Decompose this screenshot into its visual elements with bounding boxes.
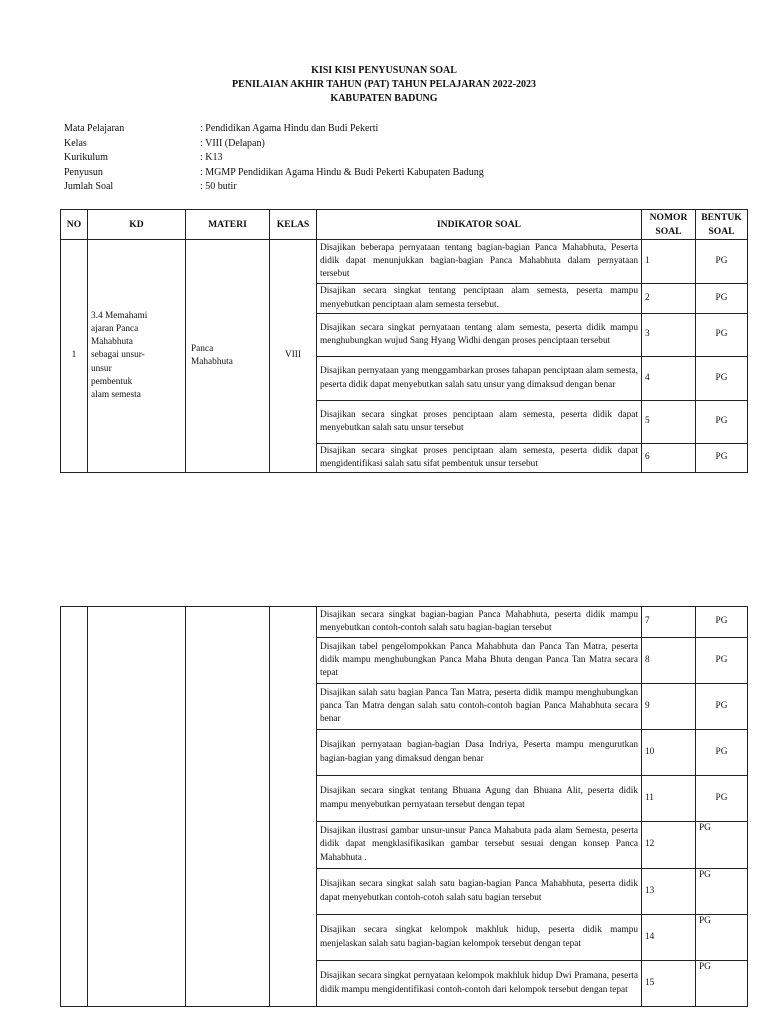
kisi-table-page-2 xyxy=(60,606,748,1007)
kd-cell-empty xyxy=(88,607,186,1007)
kd-line: Memahami xyxy=(104,310,148,321)
kd-line: alam semesta xyxy=(91,390,141,400)
indikator-cell: Disajikan salah satu bagian Panca Tan Matra, peserta didik mampu menghubungkan panca Tan Matra dengan salah satu contoh-contoh bagian Panca Mahabhuta secara benar xyxy=(317,684,642,730)
nomor-soal-cell: 11 xyxy=(642,776,696,822)
header-kelas: KELAS xyxy=(270,210,317,240)
nomor-soal-cell: 3 xyxy=(642,314,696,357)
indikator-cell: Disajikan secara singkat pernyataan tentang alam semesta, peserta didik mampu menghubungkan wujud Sang Hyang Widhi dengan proses penciptaan tersebut xyxy=(317,314,642,357)
info-row xyxy=(64,180,484,195)
row-number: 1 xyxy=(61,240,88,473)
nomor-soal-cell: 4 xyxy=(642,357,696,401)
nomor-soal-cell: 8 xyxy=(642,638,696,684)
kd-line: pembentuk xyxy=(91,376,133,387)
info-value: : VIII (Delapan) xyxy=(200,137,265,149)
bentuk-soal-cell: PG xyxy=(696,730,748,776)
header-indikator: INDIKATOR SOAL xyxy=(317,210,642,240)
header-materi: MATERI xyxy=(186,210,270,240)
document-title xyxy=(0,64,768,106)
info-row xyxy=(64,166,484,181)
header-nomor-line-1: NOMOR xyxy=(649,212,688,224)
header-kd: KD xyxy=(88,210,186,240)
header-no: NO xyxy=(61,210,88,240)
kd-cell xyxy=(88,240,186,473)
info-label: Kurikulum xyxy=(64,152,108,164)
info-value: : Pendidikan Agama Hindu dan Budi Pekerti xyxy=(200,123,379,134)
indikator-cell: Disajikan tabel pengelompokkan Panca Mahabhuta dan Panca Tan Matra, peserta didik mampu menghubungkan Panca Maha Bhuta dengan Panca Tan Matra secara tepat xyxy=(317,638,642,684)
header-bentuk-line-2: SOAL xyxy=(708,225,735,237)
nomor-soal-cell: 7 xyxy=(642,607,696,638)
header-bentuk-line-1: BENTUK xyxy=(701,212,742,224)
title-line-1: KISI KISI PENYUSUNAN SOAL xyxy=(311,65,457,76)
indikator-cell: Disajikan pernyataan yang menggambarkan proses tahapan penciptaan alam semesta, peserta didik dapat menyebutkan salah satu unsur yang dimaksud dengan benar xyxy=(317,357,642,401)
row-number-empty xyxy=(61,607,88,1007)
bentuk-soal-cell: PG xyxy=(696,607,748,638)
kd-line: ajaran Panca xyxy=(91,323,139,334)
header-nomor-line-2: SOAL xyxy=(655,225,682,237)
info-label: Jumlah Soal xyxy=(64,181,114,193)
materi-cell-empty xyxy=(186,607,270,1007)
bentuk-soal-cell: PG xyxy=(696,776,748,822)
indikator-cell: Disajikan secara singkat tentang penciptaan alam semesta, peserta mampu menyebutkan penciptaan alam semesta tersebut. xyxy=(317,284,642,314)
nomor-soal-cell: 5 xyxy=(642,401,696,444)
table-row xyxy=(61,607,748,638)
indikator-cell: Disajikan beberapa pernyataan tentang bagian-bagian Panca Mahabhuta, Peserta didik dapat menunjukkan bagian-bagian Panca Mahabhuta dalam pernyataan tersebut xyxy=(317,240,642,284)
materi-line: Mahabhuta xyxy=(191,357,233,367)
info-row xyxy=(64,151,484,166)
nomor-soal-cell: 15 xyxy=(642,961,696,1007)
title-line-2: PENILAIAN AKHIR TAHUN (PAT) TAHUN PELAJARAN 2022-2023 xyxy=(232,79,536,90)
indikator-cell: Disajikan secara singkat proses penciptaan alam semesta, peserta didik dapat mengidentifikasi salah satu sifat pembentuk unsur tersebut xyxy=(317,444,642,473)
bentuk-soal-cell: PG xyxy=(696,822,748,869)
bentuk-soal-cell: PG xyxy=(696,284,748,314)
bentuk-soal-cell: PG xyxy=(696,684,748,730)
kelas-cell-empty xyxy=(270,607,317,1007)
info-label: Penyusun xyxy=(64,166,103,178)
info-label: Mata Pelajaran xyxy=(64,123,125,134)
kelas-cell: VIII xyxy=(270,240,317,473)
title-line-3: KABUPATEN BADUNG xyxy=(330,93,438,104)
indikator-cell: Disajikan pernyataan bagian-bagian Dasa Indriya, Peserta mampu mengurutkan bagian-bagian yang dimaksud dengan benar xyxy=(317,730,642,776)
nomor-soal-cell: 1 xyxy=(642,240,696,284)
nomor-soal-cell: 12 xyxy=(642,822,696,869)
kd-number: 3.4 xyxy=(91,310,103,321)
kd-line: unsur xyxy=(91,363,112,374)
info-value: : 50 butir xyxy=(200,181,237,193)
indikator-cell: Disajikan secara singkat kelompok makhluk hidup, peserta didik mampu menjelaskan salah satu bagian-bagian kelompok tersebut dengan tepat xyxy=(317,915,642,961)
kisi-table-page-1 xyxy=(60,209,748,473)
materi-cell xyxy=(186,240,270,473)
table-header-row xyxy=(61,210,748,240)
kd-line: Mahabhuta xyxy=(91,337,133,348)
indikator-cell: Disajikan secara singkat tentang Bhuana Agung dan Bhuana Alit, peserta didik mampu menyebutkan pernyataan tersebut dengan tepat xyxy=(317,776,642,822)
bentuk-soal-cell: PG xyxy=(696,638,748,684)
kd-line: sebagai unsur- xyxy=(91,350,145,361)
table-row xyxy=(61,240,748,284)
indikator-cell: Disajikan secara singkat salah satu bagian-bagian Panca Mahabhuta, peserta didik dapat menyebutkan contoh-cotoh salah satu bagian tersebut xyxy=(317,869,642,915)
bentuk-soal-cell: PG xyxy=(696,357,748,401)
nomor-soal-cell: 6 xyxy=(642,444,696,473)
nomor-soal-cell: 14 xyxy=(642,915,696,961)
info-row xyxy=(64,137,484,152)
header-nomor-soal xyxy=(642,210,696,240)
nomor-soal-cell: 9 xyxy=(642,684,696,730)
info-value: : MGMP Pendidikan Agama Hindu & Budi Pekerti Kabupaten Badung xyxy=(200,166,484,178)
bentuk-soal-cell: PG xyxy=(696,961,748,1007)
nomor-soal-cell: 13 xyxy=(642,869,696,915)
materi-line: Panca xyxy=(191,343,214,354)
bentuk-soal-cell: PG xyxy=(696,869,748,915)
header-bentuk-soal xyxy=(696,210,748,240)
nomor-soal-cell: 2 xyxy=(642,284,696,314)
indikator-cell: Disajikan ilustrasi gambar unsur-unsur Panca Mahabuta pada alam Semesta, peserta didik dapat mengklasifikasikan gambar tersebut sesuai dengan konsep Panca Mahabhuta . xyxy=(317,822,642,869)
indikator-cell: Disajikan secara singkat bagian-bagian Panca Mahabhuta, peserta didik mampu menyebutkan contoh-contoh salah satu bagian-bagian tersebut xyxy=(317,607,642,638)
nomor-soal-cell: 10 xyxy=(642,730,696,776)
document-info xyxy=(64,122,484,195)
bentuk-soal-cell: PG xyxy=(696,444,748,473)
kd-text xyxy=(91,310,182,402)
info-label: Kelas xyxy=(64,137,87,149)
info-row xyxy=(64,122,484,137)
info-value: : K13 xyxy=(200,152,223,164)
bentuk-soal-cell: PG xyxy=(696,314,748,357)
indikator-cell: Disajikan secara singkat proses penciptaan alam semesta, peserta didik dapat menyebutkan salah satu unsur tersebut xyxy=(317,401,642,444)
bentuk-soal-cell: PG xyxy=(696,240,748,284)
indikator-cell: Disajikan secara singkat pernyataan kelompok makhluk hidup Dwi Pramana, peserta didik mampu mengidentifikasi contoh-contoh dari kelompok tersebut dengan tepat xyxy=(317,961,642,1007)
bentuk-soal-cell: PG xyxy=(696,401,748,444)
bentuk-soal-cell: PG xyxy=(696,915,748,961)
